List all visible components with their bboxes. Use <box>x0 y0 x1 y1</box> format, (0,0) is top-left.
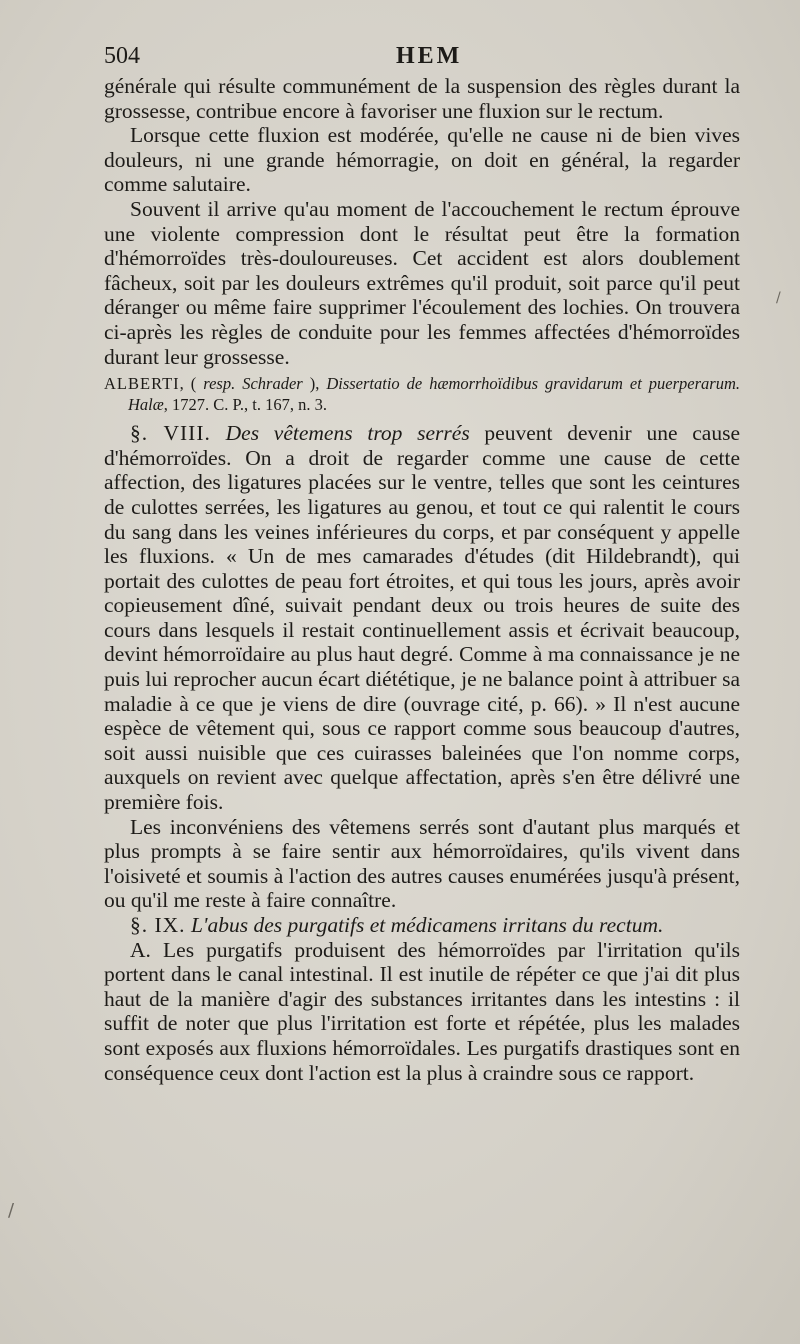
section-ix-number: §. IX. <box>130 913 186 937</box>
ref-resp: resp. Schrader <box>203 374 303 394</box>
ref-title: Dissertatio de hæmorrhoïdibus gravidarum et puerperarum. Halæ <box>128 374 741 415</box>
section-ix-title: L'abus des purgatifs et médicamens irritans du rectum. <box>190 913 664 937</box>
page-number: 504 <box>104 43 140 69</box>
paragraph-accouchement: Souvent il arrive qu'au moment de l'accouchement le rectum éprouve une violente compression dont le résultat peut être la formation d'hémorroïdes très-douloureuses. Cet accident est alors doublement fâcheux, soit par les douleurs extrêmes qu'il produit, soit parce qu'il peut déranger ou même faire supprimer l'écoulement des lochies. On trouvera ci-après les règles de conduite pour les femmes affectées d'hémorroïdes durant leur grossesse. <box>104 196 740 369</box>
ref-tail: , 1727. C. P., t. 167, n. 3. <box>163 395 327 415</box>
margin-mark: / <box>776 290 781 306</box>
page-header <box>104 38 740 74</box>
running-title: HEM <box>396 43 463 69</box>
section-viii <box>104 421 740 815</box>
paragraph-purgatifs: A. Les purgatifs produisent des hémorroïdes par l'irritation qu'ils portent dans le canal intestinal. Il est inutile de répéter ce que j'ai dit plus haut de la manière d'agir des substances irritantes dans les intestins : il suffit de noter que plus l'irritation est forte et répétée, plus les malades sont exposés aux fluxions hémorroïdales. Les purgatifs drastiques sont en conséquence ceux dont l'action est la plus à craindre sous ce rapport. <box>104 937 740 1085</box>
ref-author: ALBERTI <box>104 374 180 394</box>
paragraph-fluxion: Lorsque cette fluxion est modérée, qu'elle ne cause ni de bien vives douleurs, ni une grande hémorragie, on doit en général, la regarder comme salutaire. <box>104 123 740 197</box>
bibliographic-reference: ALBERTI, ( resp. Schrader ), Dissertatio de hæmorrhoïdibus gravidarum et puerperarum. Halæ, 1727. C. P., t. 167, n. 3. <box>104 374 741 415</box>
section-viii-title: Des vêtemens trop serrés <box>225 421 470 446</box>
margin-mark: / <box>8 1200 15 1221</box>
section-viii-text: peuvent devenir une cause d'hémorroïdes. On a droit de regarder comme une cause de cette affection, des ligatures placées sur le ventre, telles que sont les ceintures de culottes serrées, les ligatures au genou, et tout ce qui ralentit le cours du sang dans les veines inférieures du corps, et par conséquent y appelle les fluxions. « Un de mes camarades d'études (dit Hildebrandt), qui portait des culottes de peau fort étroites, et qui tous les jours, après avoir copieusement dîné, suivait pendant deux ou trois heures de suite des cours dans lesquels il restait continuellement assis et écrivait beaucoup, devint hémorroïdaire au plus haut degré. Comme à ma connaissance je ne puis lui reprocher aucun écart diététique, je ne balance point à attribuer sa maladie à ce que je viens de dire (ouvrage cité, p. 66). » Il n'est aucune espèce de vêtement qui, sous ce rapport comme sous beaucoup d'autres, soit aussi nuisible que ces cuirasses baleinées que l'on nomme corps, auxquels on revient avec quelque affectation, après s'en être délivré une première fois. <box>104 421 740 815</box>
paragraph-inconveniens: Les inconvéniens des vêtemens serrés sont d'autant plus marqués et plus prompts à se faire sentir aux hémorroïdaires, qu'ils vivent dans l'oisiveté et soumis à l'action des autres causes enumérées jusqu'à présent, ou qu'il me reste à faire connaître. <box>104 814 740 913</box>
section-viii-number: §. VIII. <box>130 421 211 446</box>
section-ix <box>104 913 740 938</box>
body-text <box>104 74 740 1085</box>
paragraph-continuation: générale qui résulte communément de la suspension des règles durant la grossesse, contribue encore à favoriser une fluxion sur le rectum. <box>104 74 740 123</box>
